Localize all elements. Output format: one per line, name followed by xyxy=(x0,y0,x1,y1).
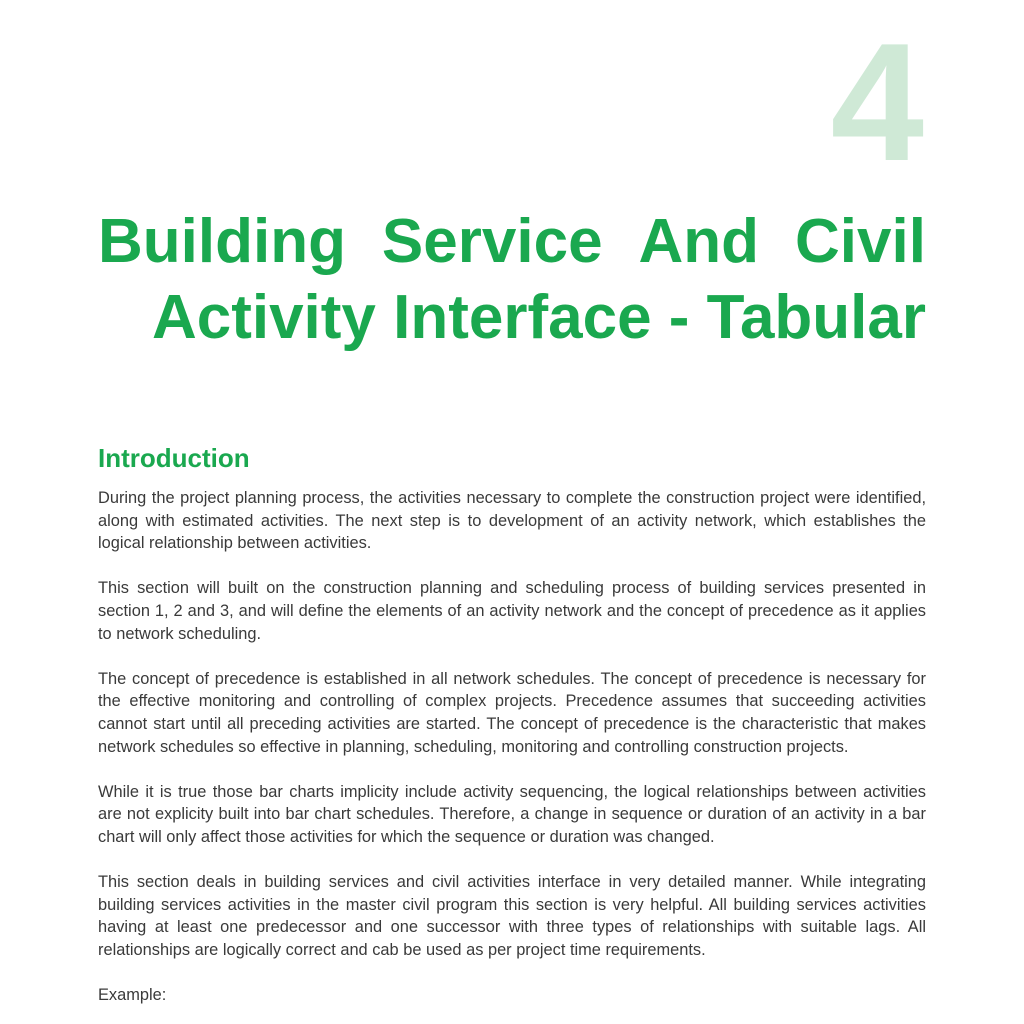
chapter-title-word: Civil xyxy=(795,207,926,276)
chapter-title-word: And xyxy=(638,207,760,276)
chapter-title-word: Building xyxy=(98,207,346,276)
paragraph: The concept of precedence is established in all network schedules. The concept of precedence is necessary for the effective monitoring and controlling of complex projects. Precedence assumes that succeeding activities cannot start until all preceding activities are started. The concept of precedence is the characteristic that makes network schedules so effective in planning, scheduling, monitoring and controlling construction projects. xyxy=(98,669,926,756)
paragraph: During the project planning process, the activities necessary to complete the construction project were identified, along with estimated activities. The next step is to development of an activity network, which establishes the logical relationship between activities. xyxy=(98,489,926,553)
chapter-number: 4 xyxy=(830,8,924,196)
paragraph: While it is true those bar charts implicity include activity sequencing, the logical relationships between activities are not explicity built into bar chart schedules. Therefore, a change in sequence or duration of an activity in a bar chart will only affect those activities for which the sequence or duration was changed. xyxy=(98,782,926,846)
chapter-title-line-1 xyxy=(98,204,926,280)
chapter-title-line-2: Activity Interface - Tabular xyxy=(151,283,926,352)
chapter-title-word: Service xyxy=(381,207,603,276)
example-label: Example: xyxy=(98,986,167,1005)
body-text xyxy=(98,487,926,1007)
paragraph: This section deals in building services and civil activities interface in very detailed manner. While integrating building services activities in the master civil program this section is very helpful. All building services activities having at least one predecessor and one successor with three types of relationships with suitable lags. All relationships are logically correct and cab be used as per project time requirements. xyxy=(98,873,926,959)
section-heading: Introduction xyxy=(98,443,250,473)
paragraph: This section will built on the construction planning and scheduling process of building services presented in section 1, 2 and 3, and will define the elements of an activity network and the concept of precedence as it applies to network scheduling. xyxy=(98,579,926,643)
